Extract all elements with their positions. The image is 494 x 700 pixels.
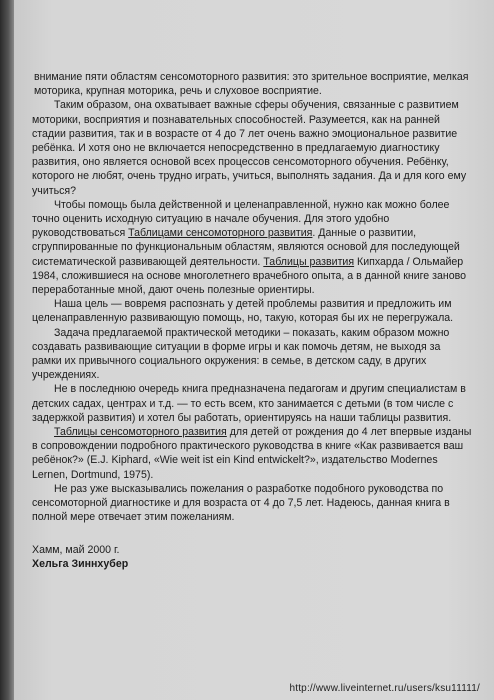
underlined-term: Таблицами сенсомоторного развития [128,227,313,240]
signature-author: Хельга Зиннхубер [32,557,129,570]
paragraph-1 [34,70,472,98]
paragraph-8 [32,482,472,525]
underlined-term: Таблицы сенсомоторного развития [54,426,227,439]
text-run: Таким образом, она охватывает важные сферы обучения, связанные с развитием моторики, восприятия и познавательных способностей. Разумеется, как на ранней стадии развития, так и в возрасте от 4 до 7 лет очень важно эмоциональное развитие ребёнка. И хотя оно не включается непосредственно в предлагаемую диагностику развития, оно является основой всех процессов сенсомоторного обучения. Ребёнку, которого не любят, очень трудно играть, учиться, выполнять задания. Да и для кого ему учиться? [32,99,467,197]
scan-binding-edge [0,0,14,700]
paragraph-2 [32,98,472,197]
text-run: внимание пяти областям сенсомоторного развития: это зрительное восприятие, мелкая моторика, крупная моторика, речь и слуховое восприятие. [34,71,469,98]
text-run: . Данные о развитии, сгруппированные по функциональным областям, являются основой для последующей систематической развивающей деятельности. [32,227,460,268]
text-run: для детей от рождения до 4 лет впервые изданы в сопровождении подробного практического руководства в книге «Как развивается ваш ребёнок?» (E.J. Kiphard, «Wie weit ist ein Kind entwickelt?», издательство Modernes Lernen, Dortmund, 1975). [32,426,472,481]
book-page [14,0,494,700]
text-run: Чтобы помощь была действенной и целенаправленной, нужно как можно более точно оценить исходную ситуацию в начале обучения. Для этого удобно руководствоваться [32,198,450,240]
paragraph-5 [32,326,472,383]
body-text [32,70,472,571]
text-run: Не раз уже высказывались пожелания о разработке подобного руководства по сенсомоторной диагностике и для возраста от 4 до 7,5 лет. Надеюсь, данная книга в полной мере отвечает этим пожеланиям. [32,482,450,524]
text-run: Кипхарда / Ольмайер 1984, сложившиеся на основе многолетнего врачебного опыта, а в данной книге заново переработанные мной, дают очень полезные ориентиры. [32,255,466,297]
signature-place-date: Хамм, май 2000 г. [32,543,120,556]
text-run: Не в последнюю очередь книга предназначена педагогам и другим специалистам в детских садах, центрах и т.д. — то есть всем, кто занимается с детьми (в том числе с задержкой развития) и хотел бы работать, ориентируясь на наши таблицы развития. [32,383,466,424]
underlined-term: Таблицы развития [263,255,355,268]
paragraph-4 [32,297,472,325]
watermark-url: http://www.liveinternet.ru/users/ksu11111/ [289,683,480,694]
paragraph-6 [32,382,472,425]
paragraph-7 [32,425,472,482]
text-run: Наша цель — вовремя распознать у детей проблемы развития и предложить им целенаправленную развивающую помощь, но, такую, которая бы их не перегружала. [32,298,454,325]
paragraph-3 [32,198,472,297]
text-run: Задача предлагаемой практической методики – показать, каким образом можно создавать развивающие ситуации в форме игры и как помочь детям, не выходя за рамки их привычного социального окружения: в семье, в детском саду, в других учреждениях. [32,326,450,382]
signature-block [32,543,472,571]
